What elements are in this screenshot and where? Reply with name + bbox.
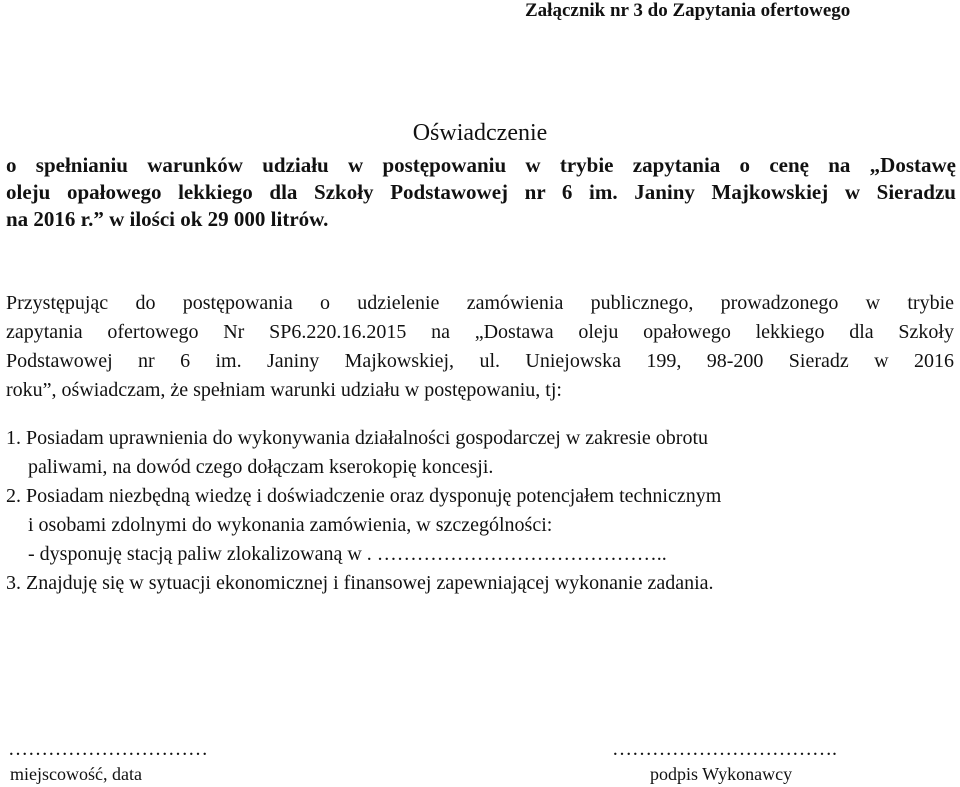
list-item-continuation: i osobami zdolnymi do wykonania zamówienia, w szczególności:: [28, 514, 553, 536]
paragraph-line: Podstawowej nr 6 im. Janiny Majkowskiej, ul. Uniejowska 199, 98-200 Sieradz w 2016: [6, 350, 954, 372]
signature-label: podpis Wykonawcy: [650, 764, 793, 784]
conditions-list: [6, 424, 954, 598]
document-title: Oświadczenie: [412, 120, 548, 146]
declaration-paragraph: [6, 289, 954, 405]
annex-header: Załącznik nr 3 do Zapytania ofertowego: [525, 0, 851, 21]
signature-dots: …………………………….: [612, 738, 837, 760]
list-item-continuation: paliwami, na dowód czego dołączam kserokopię koncesji.: [28, 456, 494, 478]
paragraph-line: Przystępując do postępowania o udzielenie zamówienia publicznego, prowadzonego w trybie: [6, 292, 954, 314]
subtitle-line: o spełnianiu warunków udziału w postępowaniu w trybie zapytania o cenę na „Dostawę: [6, 153, 956, 177]
place-date-dots: …………………………: [8, 738, 208, 760]
list-item: 3. Znajduję się w sytuacji ekonomicznej i finansowej zapewniającej wykonanie zadania.: [6, 572, 714, 594]
subtitle-line: na 2016 r.” w ilości ok 29 000 litrów.: [6, 207, 329, 231]
document-subtitle: [6, 152, 956, 233]
list-item: 2. Posiadam niezbędną wiedzę i doświadczenie oraz dysponuję potencjałem technicznym: [6, 485, 722, 507]
place-date-label: miejscowość, data: [10, 764, 142, 784]
paragraph-line: zapytania ofertowego Nr SP6.220.16.2015 na „Dostawa oleju opałowego lekkiego dla Szkoły: [6, 321, 954, 343]
list-subitem-fuel-station: - dysponuję stacją paliw zlokalizowaną w . ……………………………………..: [28, 543, 667, 565]
list-item: 1. Posiadam uprawnienia do wykonywania działalności gospodarczej w zakresie obrotu: [6, 427, 709, 449]
paragraph-line: roku”, oświadczam, że spełniam warunki udziału w postępowaniu, tj:: [6, 379, 562, 401]
subtitle-line: oleju opałowego lekkiego dla Szkoły Podstawowej nr 6 im. Janiny Majkowskiej w Sieradzu: [6, 180, 956, 204]
